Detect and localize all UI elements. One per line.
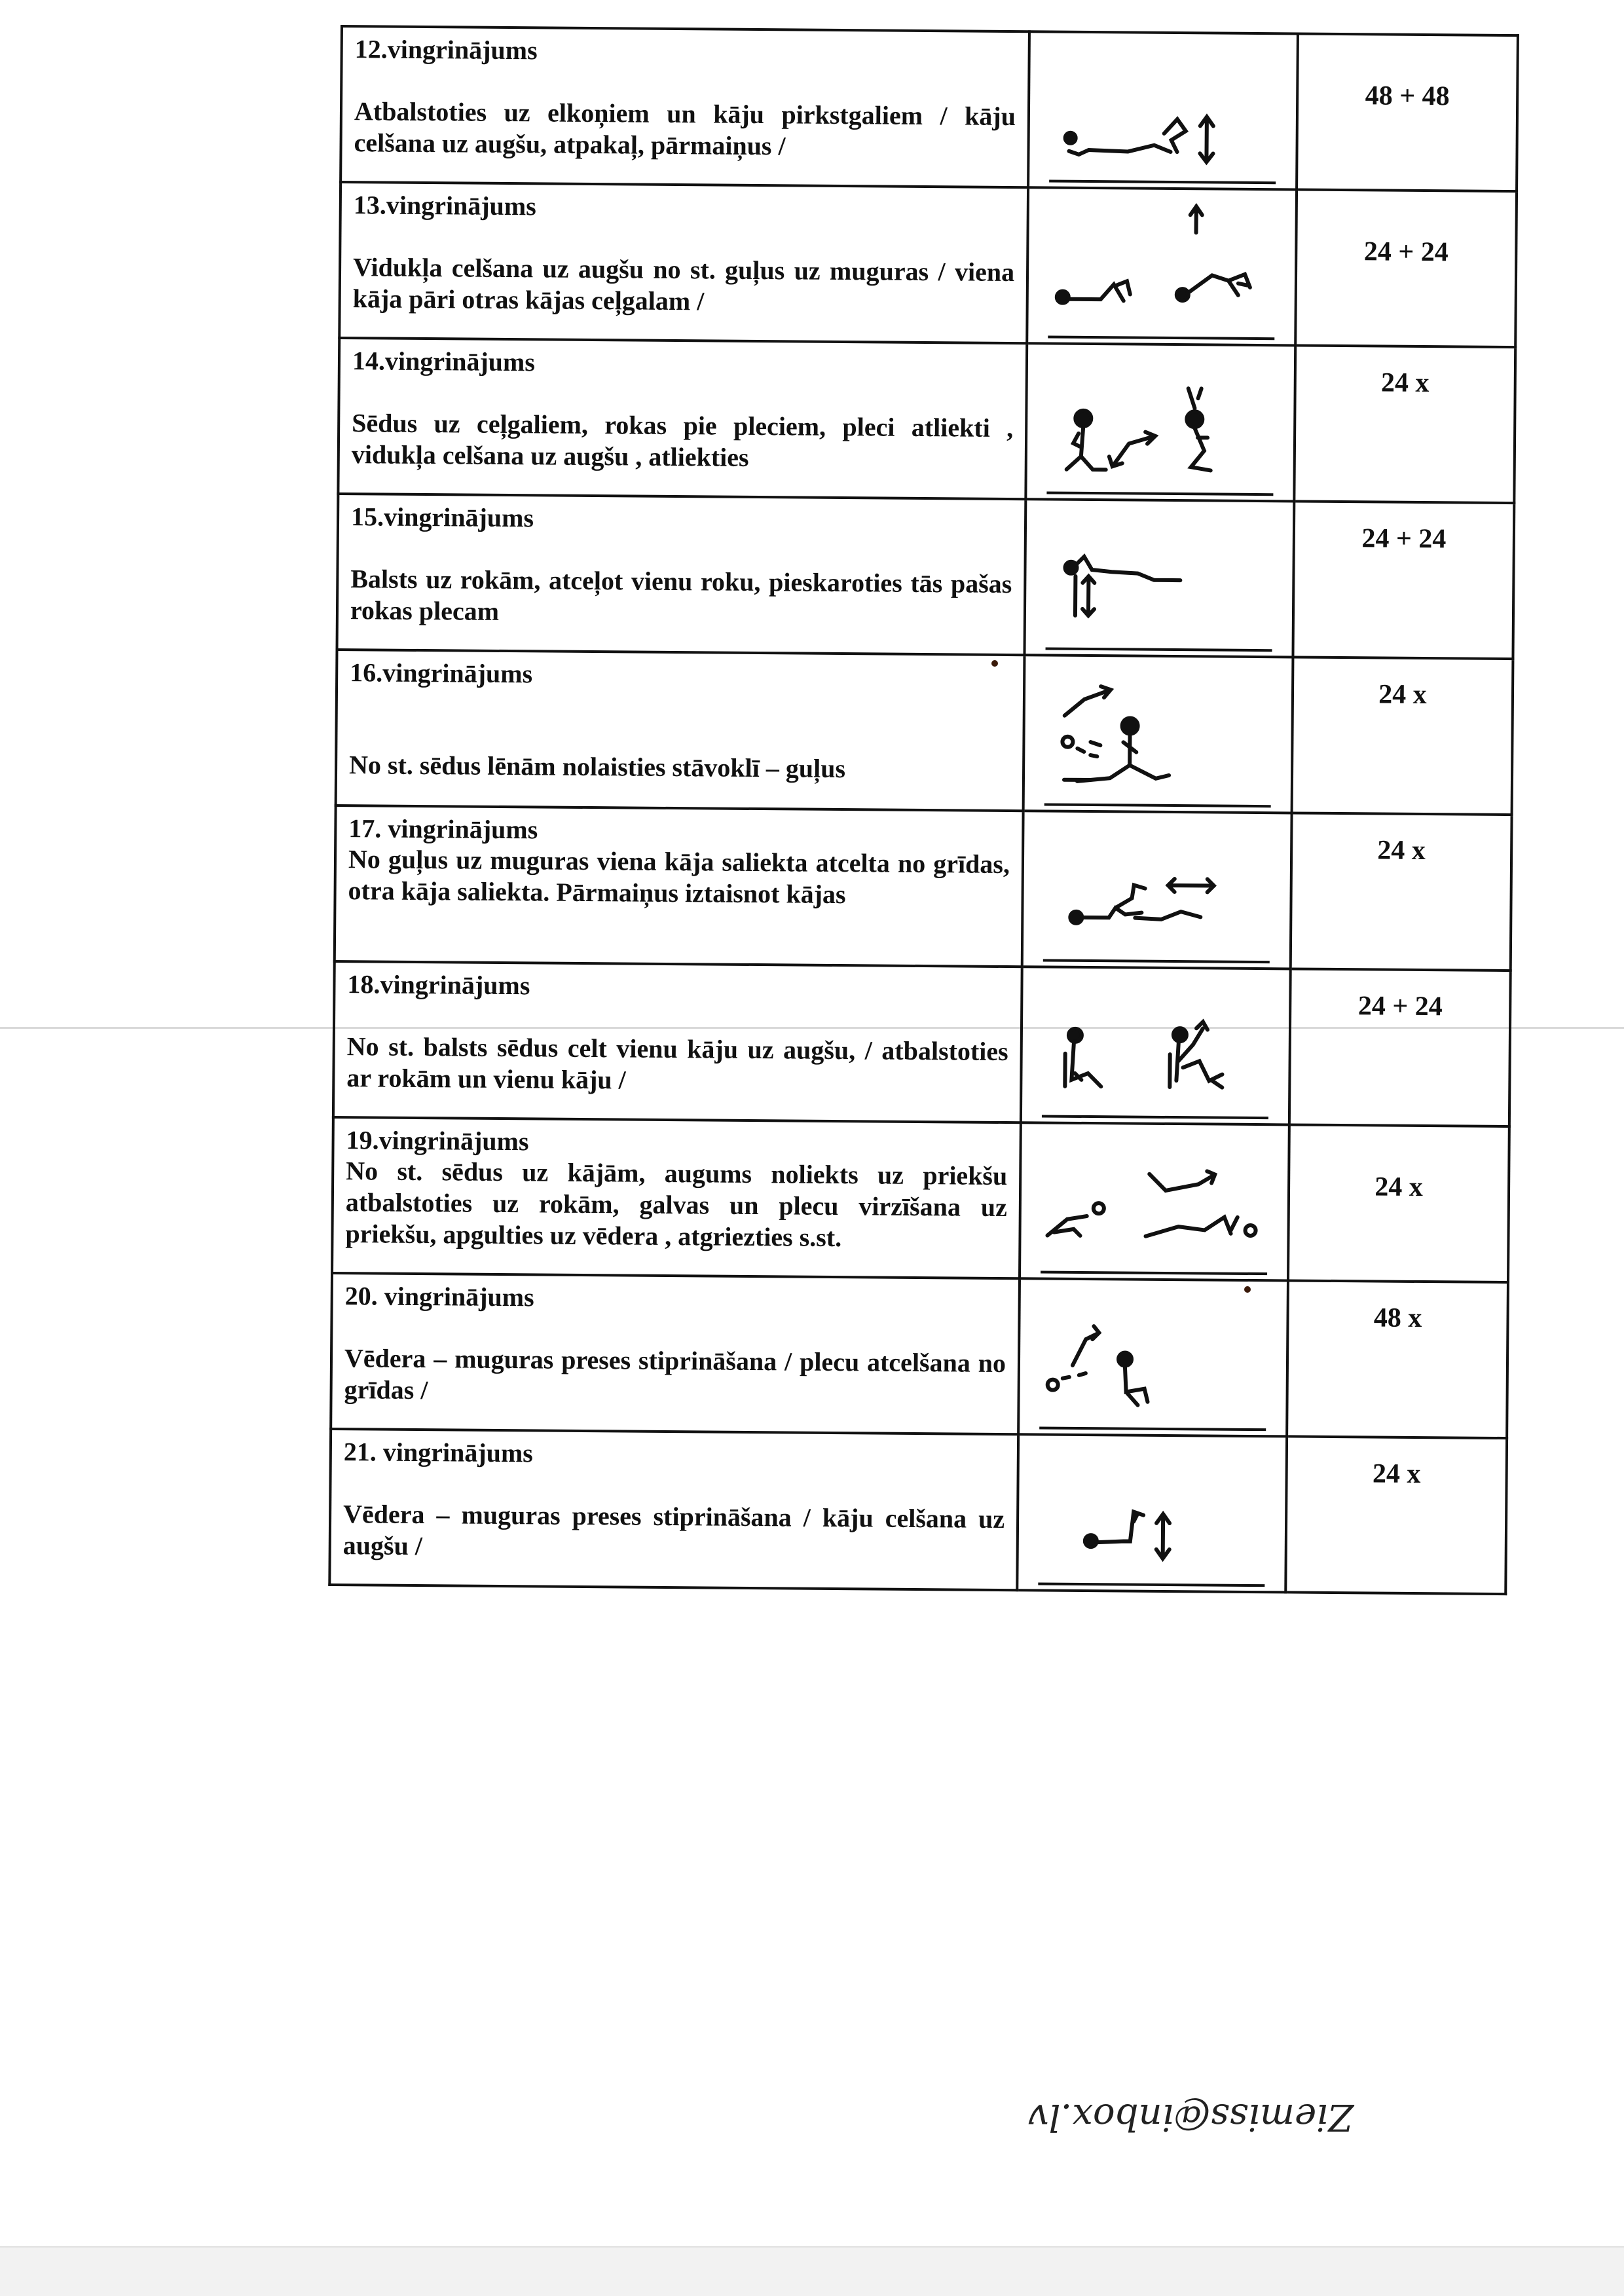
- seated-leg-raise-figure: [1035, 981, 1278, 1107]
- exercise-figure: [1027, 187, 1297, 345]
- exercise-title: 19.vingrinājums: [346, 1125, 529, 1157]
- figure-baseline: [1049, 180, 1276, 185]
- figure-baseline: [1044, 803, 1271, 807]
- table-row: [339, 182, 1517, 347]
- exercise-title: 14.vingrinājums: [352, 346, 536, 377]
- exercise-sheet: [328, 25, 1517, 1595]
- table-row: [332, 1117, 1509, 1282]
- repetition-count: 24 + 24: [1363, 236, 1449, 268]
- kneeling-hip-raise-figure: [1041, 358, 1283, 484]
- repetition-count: 24 + 24: [1357, 991, 1443, 1022]
- exercise-count: [1289, 969, 1511, 1126]
- paper-bottom-edge: [0, 2246, 1624, 2296]
- exercise-count: [1287, 1280, 1508, 1438]
- exercise-figure: [1018, 1278, 1288, 1436]
- exercise-text: Vidukļa celšana uz augšu no st. guļus uz muguras / viena kāja pāri otras kājas ceļgalam /: [352, 252, 1015, 316]
- sit-to-lying-figure: [1038, 669, 1281, 796]
- repetition-count: 24 x: [1377, 835, 1426, 866]
- hip-raise-figure: [1041, 202, 1284, 328]
- figure-baseline: [1046, 491, 1273, 496]
- exercise-title: 17. vingrinājums: [348, 813, 538, 845]
- table-row: [337, 494, 1515, 659]
- exercise-figure: [1021, 967, 1291, 1124]
- figure-baseline: [1043, 959, 1270, 963]
- handwritten-signature: Ziemiss@inbox.lv: [1028, 2096, 1354, 2138]
- exercise-description: [331, 1273, 1020, 1434]
- exercise-text: No st. sēdus lēnām nolaisties stāvoklī – guļus: [348, 750, 846, 784]
- exercise-description: [341, 26, 1029, 187]
- exercise-figure: [1017, 1434, 1287, 1592]
- exercise-description: [338, 338, 1027, 499]
- exercise-text: Sēdus uz ceļgaliem, rokas pie pleciem, pleci atliekti , vidukļa celšana uz augšu , atliekties: [351, 408, 1014, 472]
- exercise-title: 18.vingrinājums: [347, 969, 530, 1001]
- repetition-count: 24 + 24: [1361, 523, 1447, 555]
- leg-extension-figure: [1037, 825, 1280, 952]
- exercise-description: [339, 182, 1028, 343]
- exercise-text: Vēdera – muguras preses stiprināšana / kāju celšana uz augšu /: [342, 1499, 1005, 1561]
- exercise-count: [1288, 1124, 1509, 1282]
- table-row: [341, 26, 1518, 191]
- exercise-figure: [1020, 1122, 1289, 1280]
- exercise-count: [1294, 345, 1515, 503]
- speck: [1244, 1286, 1251, 1293]
- exercise-text: Balsts uz rokām, atceļot vienu roku, pieskaroties tās pašas rokas plecam: [350, 564, 1012, 626]
- exercise-text: No guļus uz muguras viena kāja saliekta atcelta no grīdas, otra kāja saliekta. Pārmaiņus iztaisnot kājas: [348, 844, 1010, 910]
- exercise-title: 13.vingrinājums: [353, 190, 536, 221]
- figure-baseline: [1046, 647, 1272, 652]
- exercise-figure: [1024, 655, 1293, 813]
- exercise-text: Vēdera – muguras preses stiprināšana / plecu atcelšana no grīdas /: [344, 1343, 1006, 1405]
- show-through-text: [249, 170, 256, 204]
- repetition-count: 24 x: [1378, 679, 1427, 711]
- exercise-count: [1285, 1436, 1507, 1594]
- exercise-description: [333, 961, 1022, 1122]
- exercise-text: No st. sēdus uz kājām, augums noliekts uz priekšu atbalstoties uz rokām, galvas un plecu virzīšana uz priekšu, apgulties uz vēdera , atgriezties s.st.: [345, 1156, 1008, 1253]
- repetition-count: 48 + 48: [1365, 81, 1450, 112]
- table-row: [331, 1273, 1508, 1438]
- exercise-figure: [1024, 499, 1294, 657]
- leg-raise-figure: [1031, 1449, 1274, 1575]
- exercise-description: [337, 494, 1026, 655]
- forward-glide-figure: [1034, 1137, 1277, 1263]
- exercise-count: [1293, 501, 1514, 659]
- exercise-count: [1297, 33, 1518, 191]
- speck: [991, 660, 998, 667]
- exercise-count: [1291, 813, 1512, 971]
- exercise-text: No st. balsts sēdus celt vienu kāju uz augšu, / atbalstoties ar rokām un vienu kāju /: [346, 1031, 1008, 1095]
- repetition-count: 24 x: [1380, 367, 1430, 399]
- exercise-description: [336, 650, 1025, 811]
- exercise-figure: [1022, 811, 1292, 969]
- repetition-count: 48 x: [1373, 1303, 1422, 1334]
- table-row: [336, 650, 1513, 815]
- exercise-title: 20. vingrinājums: [344, 1281, 534, 1312]
- exercise-title: 21. vingrinājums: [343, 1437, 533, 1468]
- figure-baseline: [1038, 1582, 1264, 1587]
- crunch-figure: [1033, 1293, 1276, 1419]
- figure-baseline: [1041, 1270, 1267, 1275]
- table-row: [338, 338, 1515, 503]
- figure-baseline: [1042, 1115, 1268, 1119]
- plank-leg-raise-figure: [1043, 46, 1285, 172]
- exercise-title: 16.vingrinājums: [350, 657, 533, 689]
- exercise-description: [329, 1429, 1018, 1590]
- repetition-count: 24 x: [1375, 1172, 1424, 1203]
- figure-baseline: [1039, 1426, 1266, 1431]
- plank-shoulder-tap-figure: [1039, 513, 1282, 640]
- exercise-title: 15.vingrinājums: [350, 502, 534, 533]
- exercise-description: [335, 805, 1024, 967]
- exercise-figure: [1028, 31, 1298, 189]
- table-row: [335, 805, 1512, 971]
- exercise-count: [1292, 657, 1513, 815]
- exercise-table: [328, 25, 1519, 1595]
- table-row: [333, 961, 1511, 1126]
- repetition-count: 24 x: [1372, 1458, 1421, 1490]
- exercise-figure: [1025, 343, 1295, 501]
- table-row: [329, 1429, 1507, 1594]
- exercise-title: 12.vingrinājums: [354, 34, 538, 65]
- exercise-text: Atbalstoties uz elkoņiem un kāju pirkstgaliem / kāju celšana uz augšu, atpakaļ, pārmaiņus /: [354, 96, 1016, 161]
- figure-baseline: [1048, 335, 1274, 340]
- exercise-count: [1295, 189, 1517, 347]
- exercise-description: [332, 1117, 1021, 1278]
